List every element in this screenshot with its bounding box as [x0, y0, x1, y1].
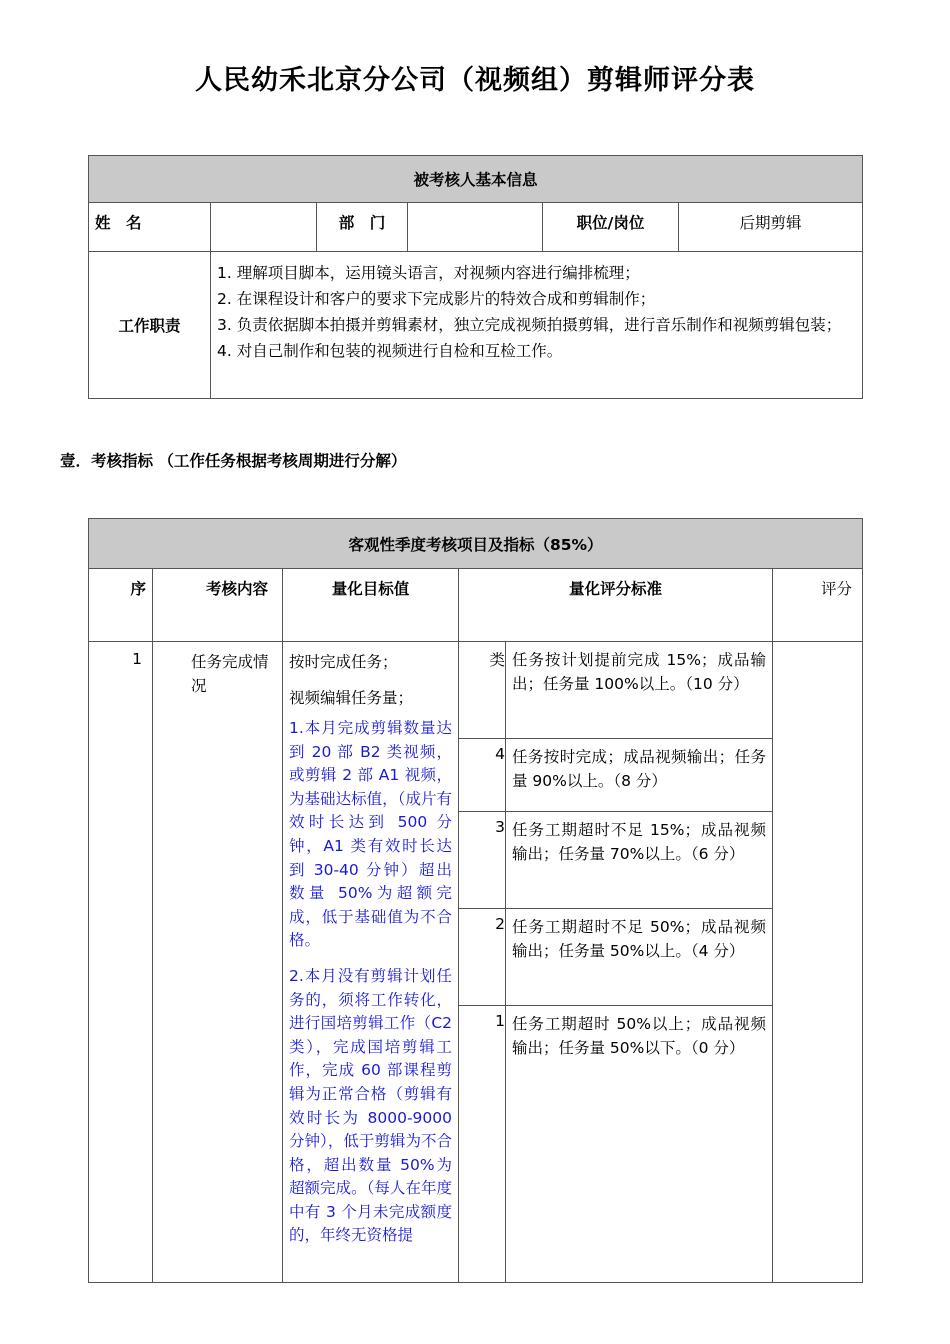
row-score	[773, 642, 863, 1283]
position-value: 后期剪辑	[679, 203, 863, 252]
section-heading: 壹．考核指标 （工作任务根据考核周期进行分解）	[60, 452, 407, 470]
standard-text: 任务工期超时 50%以上；成品视频输出；任务量 50%以下。（0 分）	[505, 1006, 772, 1282]
row-index: 1	[89, 642, 153, 1283]
target-plain: 按时完成任务；	[289, 653, 398, 671]
standard-num: 2	[495, 915, 505, 933]
row-standards	[459, 642, 773, 1283]
duty-item: 2. 在课程设计和客户的要求下完成影片的特效合成和剪辑制作；	[217, 290, 656, 308]
standard-item	[459, 1006, 772, 1282]
standard-text: 任务工期超时不足 15%；成品视频输出；任务量 70%以上。（6 分）	[505, 812, 772, 908]
standard-text: 任务按计划提前完成 15%；成品输出；任务量 100%以上。（10 分）	[505, 642, 772, 738]
dept-value	[408, 203, 543, 252]
duty-list	[211, 252, 863, 399]
standard-num: 3	[495, 818, 505, 836]
row-content: 任务完成情况	[153, 642, 283, 1283]
standard-num: 类	[489, 651, 505, 669]
row-targets	[283, 642, 459, 1283]
target-blue: 1.本月完成剪辑数量达到 20 部 B2 类视频，或剪辑 2 部 A1 视频，为基础达标值，（成片有效时长达到 500 分钟，A1 类有效时长达到 30-40 分钟）超出数量 50%为超额完成，低于基础值为不合格。	[289, 719, 452, 950]
kpi-table	[88, 518, 863, 1283]
duty-item: 1. 理解项目脚本，运用镜头语言，对视频内容进行编排梳理；	[217, 264, 640, 282]
basic-info-header: 被考核人基本信息	[89, 156, 863, 203]
col-header-content: 考核内容	[153, 569, 283, 642]
name-value	[211, 203, 317, 252]
position-label: 职位/岗位	[543, 203, 679, 252]
standard-text: 任务按时完成；成品视频输出；任务量 90%以上。（8 分）	[505, 739, 772, 811]
duty-item: 3. 负责依据脚本拍摄并剪辑素材，独立完成视频拍摄剪辑，进行音乐制作和视频剪辑包装；	[217, 316, 842, 334]
standard-item	[459, 909, 772, 1006]
standard-item	[459, 812, 772, 909]
col-header-index: 序	[89, 569, 153, 642]
col-header-standard: 量化评分标准	[459, 569, 773, 642]
standard-item	[459, 642, 772, 739]
standard-num: 4	[495, 745, 505, 763]
col-header-target: 量化目标值	[283, 569, 459, 642]
standard-text: 任务工期超时不足 50%；成品视频输出；任务量 50%以上。（4 分）	[505, 909, 772, 1005]
dept-label: 部 门	[317, 203, 408, 252]
target-plain: 视频编辑任务量；	[289, 689, 414, 707]
col-header-score: 评分	[773, 569, 863, 642]
standard-num: 1	[495, 1012, 505, 1030]
duty-item: 4. 对自己制作和包装的视频进行自检和互检工作。	[217, 342, 563, 360]
duty-label: 工作职责	[89, 252, 211, 399]
target-blue: 2.本月没有剪辑计划任务的，须将工作转化，进行国培剪辑工作（C2 类），完成国培剪辑工作，完成 60 部课程剪辑为正常合格（剪辑有效时长为 8000-9000 分钟），低于剪辑为不合格，超出数量 50%为超额完成。（每人在年度中有 3 个月未完成额度的，年终无资格提	[289, 966, 452, 1245]
kpi-header: 客观性季度考核项目及指标（85%）	[89, 519, 863, 569]
name-label: 姓 名	[89, 203, 211, 252]
standard-item	[459, 739, 772, 812]
basic-info-table	[88, 155, 863, 399]
page-title: 人民幼禾北京分公司（视频组）剪辑师评分表	[195, 65, 755, 96]
